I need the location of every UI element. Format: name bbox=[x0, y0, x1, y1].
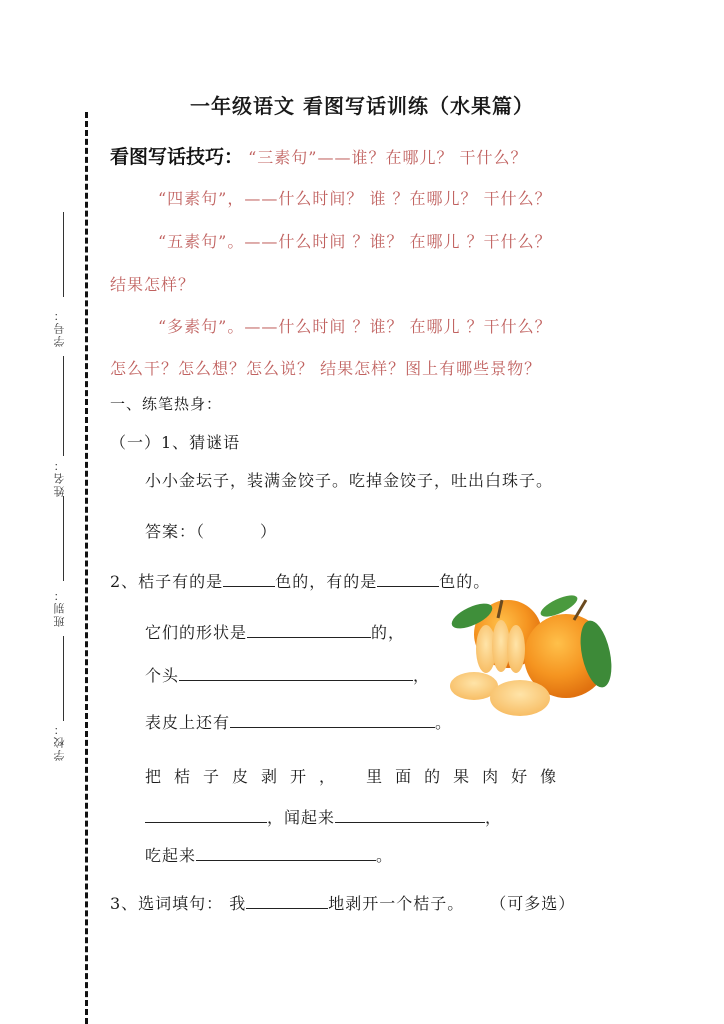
peel-blank[interactable] bbox=[230, 713, 435, 728]
class-field-line[interactable] bbox=[63, 496, 64, 581]
answer-label: 答案：（ bbox=[145, 522, 206, 541]
q2-shape-text: 它们的形状是 bbox=[145, 623, 248, 642]
q2-size-line bbox=[145, 663, 430, 686]
page-title: 一年级语文 看图写话训练（水果篇） bbox=[190, 94, 534, 118]
q3-word-blank[interactable] bbox=[246, 894, 328, 909]
color-blank-2[interactable] bbox=[377, 572, 439, 587]
taste-blank[interactable] bbox=[196, 846, 376, 861]
q2-taste-text: 吃起来 bbox=[145, 846, 197, 865]
q2-shape-line bbox=[145, 620, 405, 643]
tips-multi-element: “多素句”。——什么时间 ？谁？ 在哪儿 ？干什么？ bbox=[158, 317, 552, 336]
class-label: 班别： bbox=[53, 588, 66, 627]
tips-label: 看图写话技巧： bbox=[110, 146, 244, 168]
answer-close: ） bbox=[260, 522, 278, 541]
tips-five-element: “五素句”。——什么时间 ？谁？ 在哪儿 ？干什么？ bbox=[158, 232, 552, 251]
q2-peel-line bbox=[145, 710, 452, 733]
q2-smell-text: ，闻起来 bbox=[267, 808, 336, 827]
binding-dotted-line bbox=[85, 112, 88, 1024]
q2-taste-line bbox=[145, 843, 393, 866]
riddle-answer bbox=[145, 519, 277, 542]
smell-blank[interactable] bbox=[335, 808, 485, 823]
q2-peel-text: 表皮上还有 bbox=[145, 713, 231, 732]
q3-note: （可多选） bbox=[490, 894, 576, 913]
q2-shape-end: 的， bbox=[371, 623, 406, 642]
q2-size-text: 个头 bbox=[145, 666, 180, 685]
q2-size-end: ， bbox=[413, 666, 431, 685]
q2-taste-end: 。 bbox=[376, 846, 394, 865]
q2-peel-end: 。 bbox=[435, 713, 453, 732]
q2-open-line: 把桔子皮剥开， 里面的果肉好像 bbox=[145, 767, 570, 786]
q2-smell-line bbox=[145, 805, 502, 828]
q3-text: 地剥开一个桔子。 bbox=[328, 894, 465, 913]
tips-five-element-cont: 结果怎样？ bbox=[110, 275, 196, 294]
school-field-line[interactable] bbox=[63, 636, 64, 721]
shape-blank[interactable] bbox=[247, 623, 371, 638]
q2-color-text-a: 2、桔子有的是 bbox=[110, 572, 224, 591]
name-label: 姓名： bbox=[53, 458, 66, 497]
flesh-like-blank[interactable] bbox=[145, 808, 267, 823]
tips-line-1 bbox=[110, 142, 528, 169]
school-label: 学校： bbox=[53, 722, 66, 761]
riddle-text: 小小金坛子，装满金饺子。吃掉金饺子，吐出白珠子。 bbox=[145, 471, 554, 490]
q2-smell-end: ， bbox=[485, 808, 503, 827]
tips-four-element: “四素句”，——什么时间？ 谁 ？在哪儿？ 干什么？ bbox=[158, 189, 552, 208]
q2-color-line bbox=[110, 569, 490, 592]
section-1-heading: 一、练笔热身： bbox=[110, 395, 223, 413]
tips-three-element: “三素句”——谁？在哪儿？ 干什么？ bbox=[248, 148, 528, 167]
tangerine-image bbox=[446, 594, 616, 722]
q2-color-text-b: 色的，有的是 bbox=[275, 572, 378, 591]
q3-label: 3、选词填句： 我 bbox=[110, 894, 247, 913]
student-number-field-line[interactable] bbox=[63, 212, 64, 297]
size-blank[interactable] bbox=[179, 666, 413, 681]
name-field-line[interactable] bbox=[63, 356, 64, 456]
q3-line bbox=[110, 891, 575, 914]
q2-color-text-c: 色的。 bbox=[439, 572, 491, 591]
student-number-label: 学号： bbox=[53, 308, 66, 347]
color-blank-1[interactable] bbox=[223, 572, 275, 587]
tips-multi-element-cont: 怎么干？怎么想？怎么说？ 结果怎样？图上有哪些景物？ bbox=[110, 359, 542, 378]
riddle-heading: （一）1、猜谜语 bbox=[110, 433, 241, 452]
